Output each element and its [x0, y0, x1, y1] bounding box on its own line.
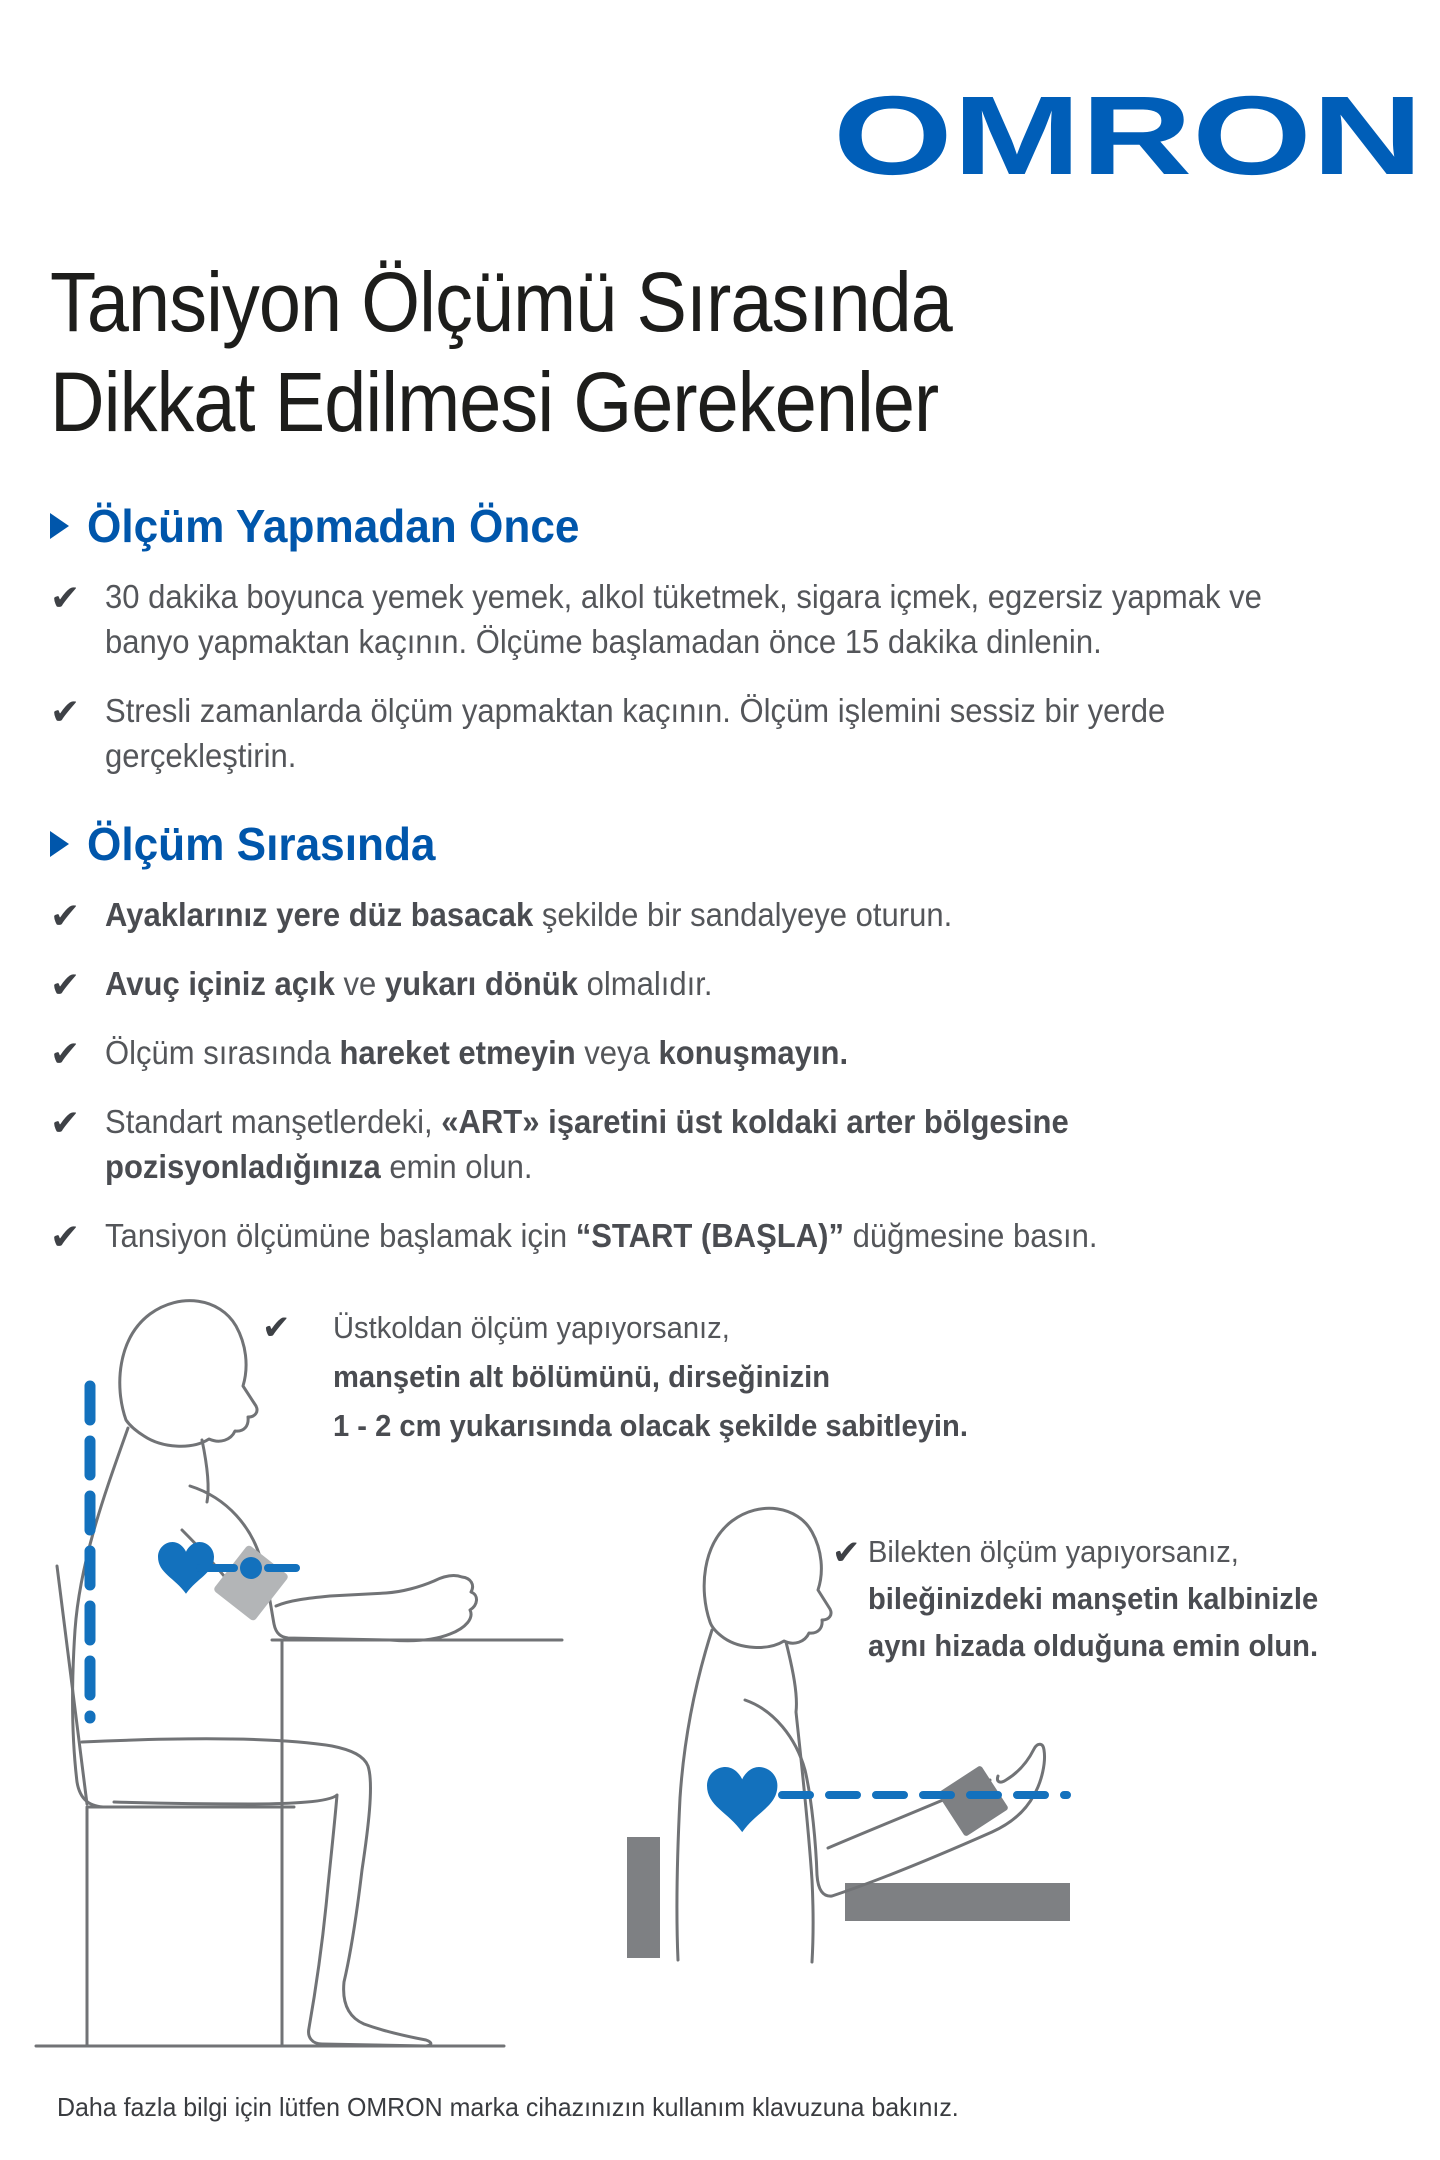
- bullet-text: [105, 892, 1327, 937]
- bullet-list: [0, 892, 1440, 1258]
- bullet-item: [0, 1213, 1440, 1258]
- torso-front-line: [786, 1642, 813, 1962]
- bullet-text: [105, 961, 1327, 1006]
- bullet-text-segment: hareket etmeyin: [339, 1034, 576, 1071]
- bullet-item: [0, 574, 1440, 664]
- bullet-text-segment: Avuç içiniz açık: [105, 965, 335, 1002]
- check-icon: ✔: [50, 965, 81, 1006]
- section-header: [0, 818, 1440, 870]
- page-title-line2: Dikkat Edilmesi Gerekenler: [50, 355, 939, 449]
- note-line: bileğinizdeki manşetin kalbinizle: [868, 1581, 1319, 1616]
- page-title: [50, 252, 952, 452]
- arm-and-open-hand: [190, 1486, 477, 1641]
- bullet-text: [105, 1030, 1327, 1075]
- bullet-text-segment: olmalıdır.: [577, 965, 713, 1002]
- section-header: [0, 500, 1440, 552]
- leg-and-foot: [82, 1739, 431, 2046]
- check-icon: ✔: [50, 692, 81, 733]
- upper-arm-cuff: [213, 1544, 290, 1622]
- bullet-text-segment: «ART» işaretini üst koldaki arter bölgesine pozisyonladığınıza: [105, 1103, 1069, 1185]
- wrist-note-text: [868, 1528, 1318, 1669]
- check-icon: ✔: [50, 578, 81, 619]
- bullet-item: [0, 1099, 1440, 1189]
- bullet-text-segment: konuşmayın.: [658, 1034, 849, 1071]
- check-icon: ✔: [50, 1217, 81, 1258]
- bullet-text-segment: Standart manşetlerdeki,: [105, 1103, 442, 1140]
- bullet-text-segment: veya: [575, 1034, 659, 1071]
- bullet-text-segment: şekilde bir sandalyeye oturun.: [533, 896, 953, 933]
- bullet-text: [105, 688, 1327, 778]
- upper-arm-note: [262, 1303, 1008, 1450]
- section-title: Ölçüm Yapmadan Önce: [87, 500, 580, 552]
- bullet-text-segment: düğmesine basın.: [843, 1217, 1098, 1254]
- artery-point-dot: [240, 1557, 262, 1579]
- bullet-text: [105, 1213, 1327, 1258]
- section-arrow-icon: [50, 831, 69, 857]
- bullet-text-segment: Tansiyon ölçümüne başlamak için: [105, 1217, 576, 1254]
- bullet-text-segment: Stresli zamanlarda ölçüm yapmaktan kaçının. Ölçüm işlemini sessiz bir yerde gerçekleştirin.: [105, 692, 1166, 774]
- instruction-sections: [0, 500, 1440, 1282]
- bullet-item: [0, 1030, 1440, 1075]
- note-line: aynı hizada olduğuna emin olun.: [868, 1628, 1319, 1663]
- section: [0, 500, 1440, 778]
- wrist-note: [832, 1528, 1347, 1669]
- check-icon: ✔: [50, 1034, 81, 1075]
- bullet-text-segment: “START (BAŞLA)”: [575, 1217, 844, 1254]
- check-icon: ✔: [262, 1308, 291, 1348]
- bullet-text-segment: yukarı dönük: [384, 965, 578, 1002]
- page-title-line1: Tansiyon Ölçümü Sırasında: [50, 255, 952, 349]
- bullet-item: [0, 688, 1440, 778]
- bullet-text-segment: emin olun.: [380, 1148, 533, 1185]
- head-profile: [704, 1508, 831, 1647]
- note-line: Bilekten ölçüm yapıyorsanız,: [868, 1534, 1239, 1569]
- section-arrow-icon: [50, 513, 69, 539]
- upper-arm-note-text: [333, 1303, 968, 1450]
- head-profile: [120, 1301, 257, 1447]
- stool-outline: [87, 1807, 294, 2045]
- note-line: Üstkoldan ölçüm yapıyorsanız,: [333, 1310, 730, 1345]
- bullet-text: [105, 1099, 1327, 1189]
- chair-back-bar: [627, 1837, 660, 1958]
- check-icon: ✔: [50, 1103, 81, 1144]
- check-icon: ✔: [50, 896, 81, 937]
- bullet-text-segment: 30 dakika boyunca yemek yemek, alkol tüketmek, sigara içmek, egzersiz yapmak ve banyo yapmaktan kaçının. Ölçüme başlamadan önce 15 dakika dinlenin.: [105, 578, 1262, 660]
- note-line: 1 - 2 cm yukarısında olacak şekilde sabitleyin.: [333, 1408, 968, 1443]
- bullet-text-segment: ve: [334, 965, 385, 1002]
- note-line: manşetin alt bölümünü, dirseğinizin: [333, 1359, 831, 1394]
- section-title: Ölçüm Sırasında: [87, 818, 436, 870]
- bullet-text: [105, 574, 1327, 664]
- bullet-text-segment: Ölçüm sırasında: [105, 1034, 340, 1071]
- bullet-text-segment: Ayaklarınız yere düz basacak: [105, 896, 534, 933]
- bullet-item: [0, 961, 1440, 1006]
- footer-note: Daha fazla bilgi için lütfen OMRON marka cihazınızın kullanım klavuzuna bakınız.: [57, 2092, 959, 2122]
- heart-icon: [707, 1767, 777, 1832]
- check-icon: ✔: [832, 1533, 861, 1573]
- section: [0, 818, 1440, 1258]
- back-line: [677, 1630, 712, 1960]
- omron-logo: [828, 80, 1428, 184]
- omron-logo-text: OMRON: [833, 80, 1423, 184]
- table-surface-bar: [845, 1883, 1070, 1921]
- bullet-list: [0, 574, 1440, 778]
- bullet-item: [0, 892, 1440, 937]
